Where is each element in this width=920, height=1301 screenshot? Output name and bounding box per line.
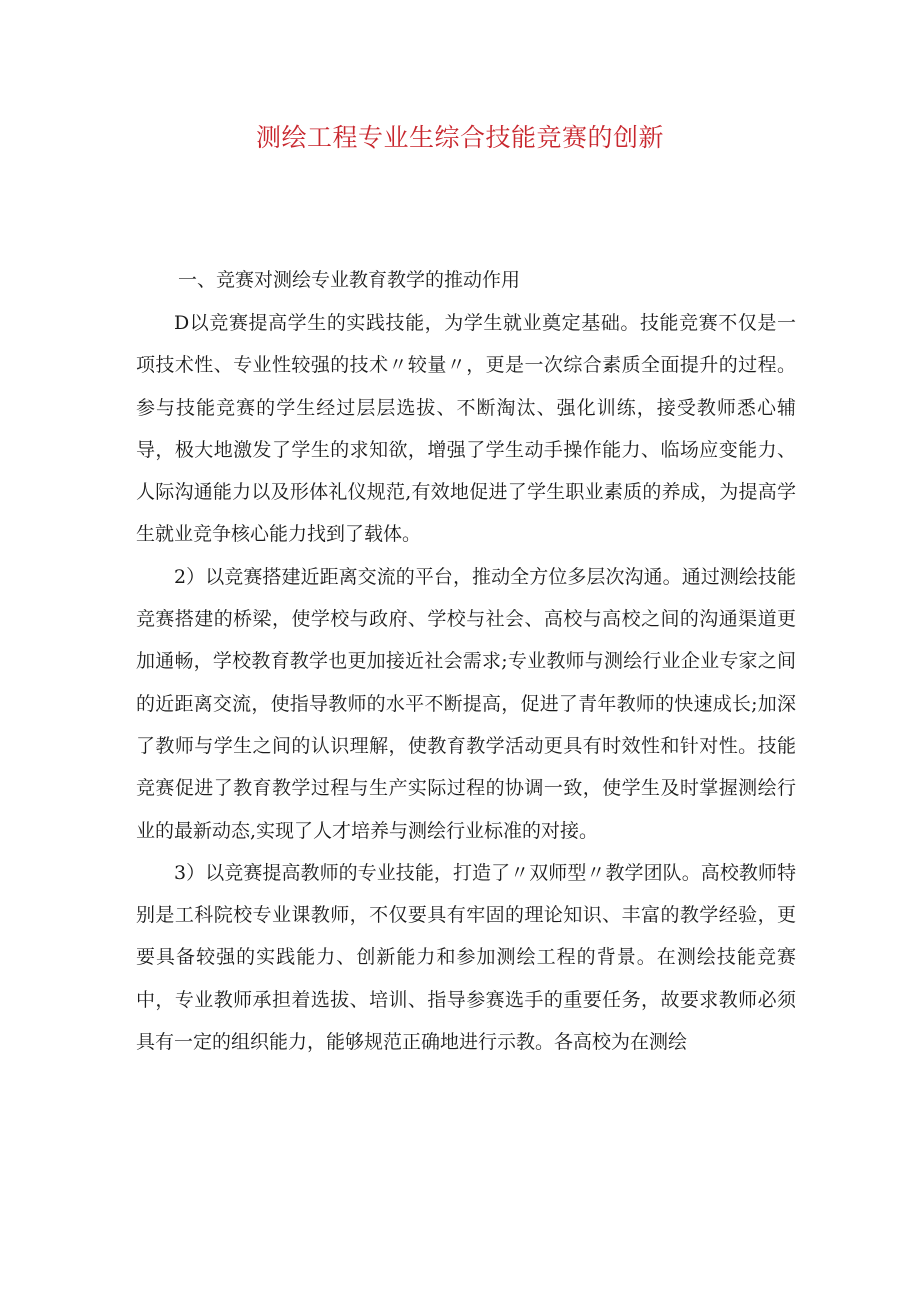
paragraph-2: 2）以竞赛搭建近距离交流的平台，推动全方位多层次沟通。通过测绘技能竞赛搭建的桥梁，使学校与政府、学校与社会、高校与高校之间的沟通渠道更加通畅，学校教育教学也更加接近社会需求;专业教师与测绘行业企业专家之间的近距离交流，使指导教师的水平不断提高，促进了青年教师的快速成长;加深了教师与学生之间的认识理解，使教育教学活动更具有时效性和针对性。技能竞赛促进了教育教学过程与生产实际过程的协调一致，使学生及时掌握测绘行业的最新动态,实现了人才培养与测绘行业标准的对接。 [136, 565, 796, 842]
paragraph-1: D以竞赛提高学生的实践技能，为学生就业奠定基础。技能竞赛不仅是一项技术性、专业性较强的技术〃较量〃，更是一次综合素质全面提升的过程。参与技能竞赛的学生经过层层选拔、不断淘汰、强化训练，接受教师悉心辅导，极大地激发了学生的求知欲，增强了学生动手操作能力、临场应变能力、人际沟通能力以及形体礼仪规范,有效地促进了学生职业素质的养成，为提高学生就业竞争核心能力找到了载体。 [136, 312, 796, 546]
paragraph-3: 3）以竞赛提高教师的专业技能，打造了〃双师型〃教学团队。高校教师特别是工科院校专业课教师，不仅要具有牢固的理论知识、丰富的教学经验，更要具备较强的实践能力、创新能力和参加测绘工程的背景。在测绘技能竞赛中，专业教师承担着选拔、培训、指导参赛选手的重要任务，故要求教师必须具有一定的组织能力，能够规范正确地进行示教。各高校为在测绘 [136, 861, 796, 1054]
document-title: 测绘工程专业生综合技能竞赛的创新 [255, 123, 664, 152]
document-body [136, 258, 796, 1063]
section-heading: 一、竞赛对测绘专业教育教学的推动作用 [178, 269, 521, 291]
